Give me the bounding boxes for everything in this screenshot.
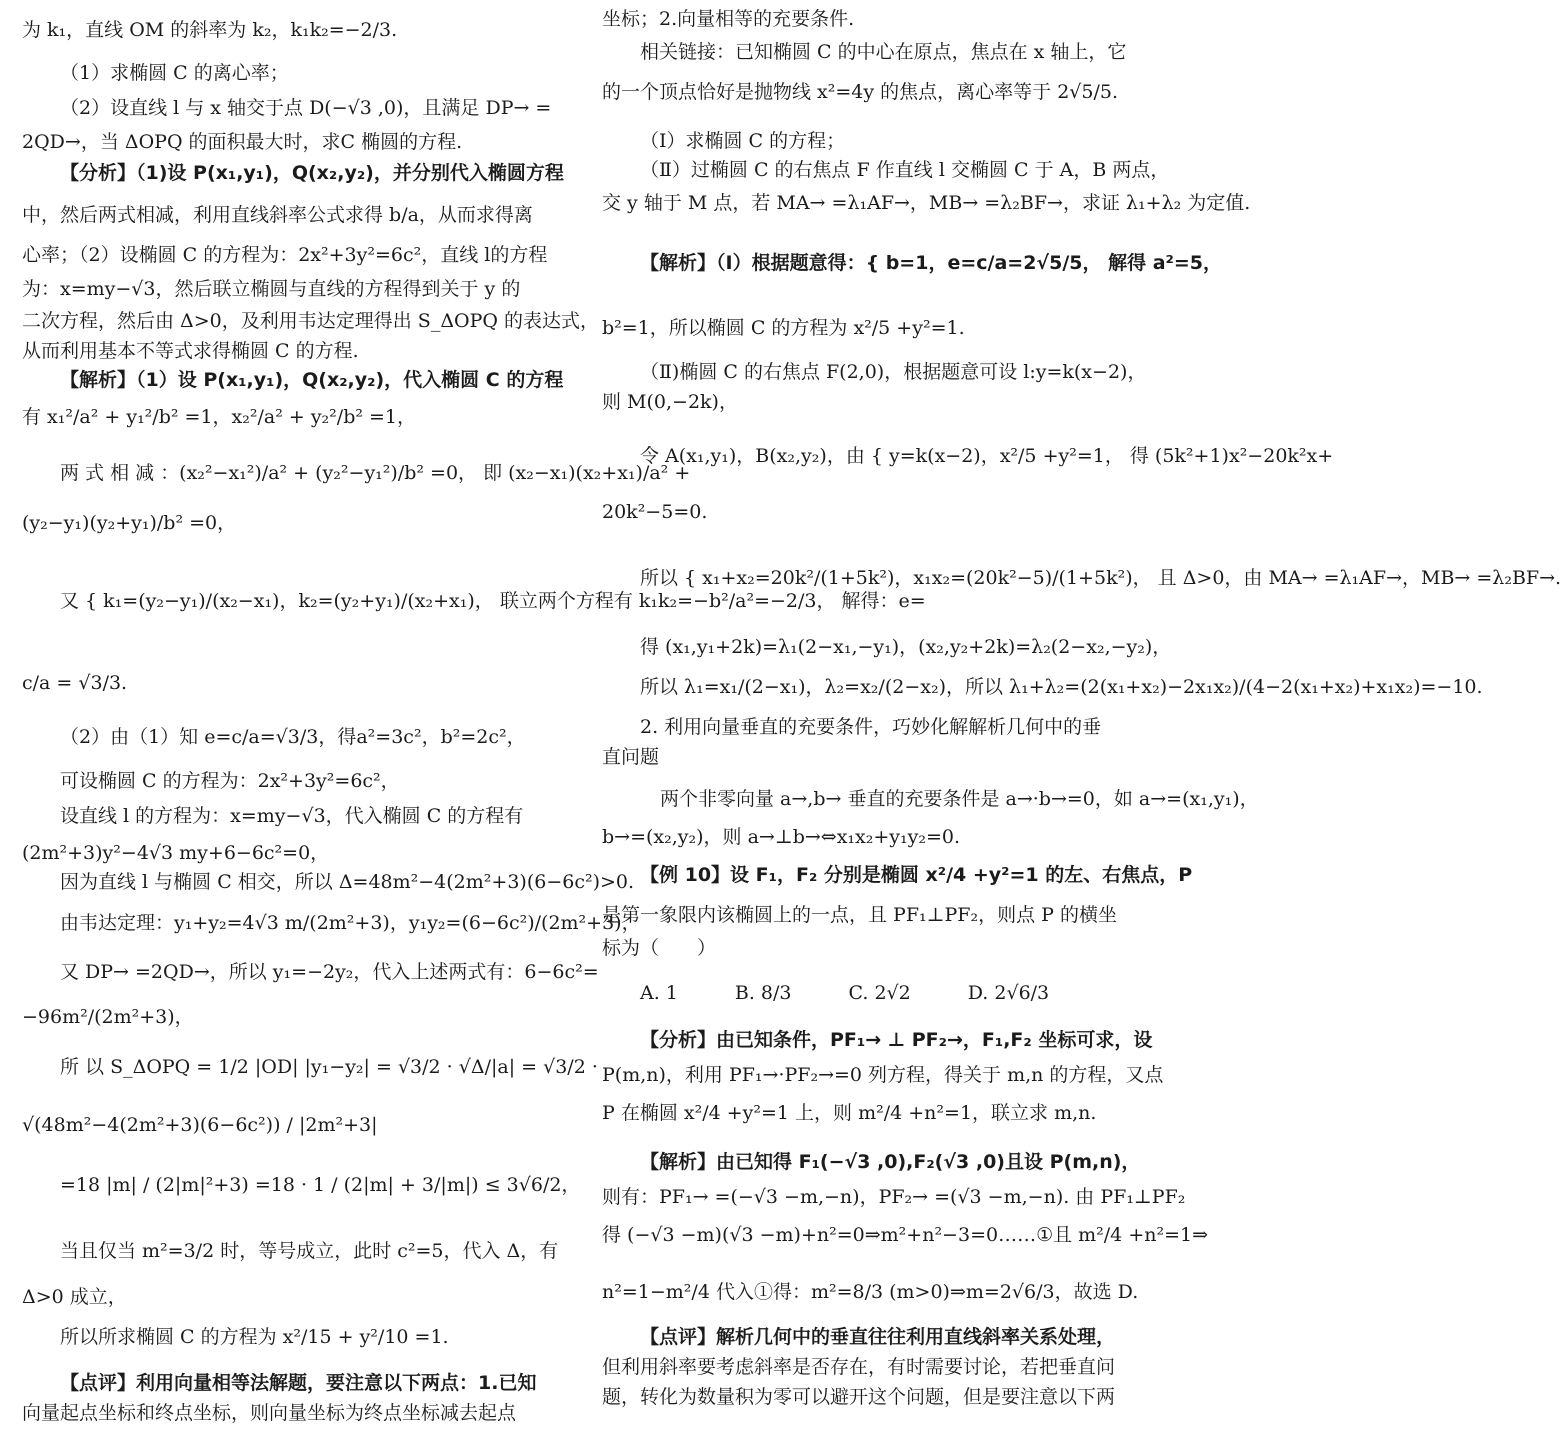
text-line: 设直线 l 的方程为：x=my−√3，代入椭圆 C 的方程有 — [60, 805, 524, 827]
text-line: 因为直线 l 与椭圆 C 相交，所以 Δ=48m²−4(2m²+3)(6−6c²)>0. — [60, 871, 635, 893]
formula-line: 由韦达定理：y₁+y₂=4√3 m/(2m²+3)，y₁y₂=(6−6c²)/(2m²+3)， — [60, 912, 641, 934]
text-line: （Ⅱ)椭圆 C 的右焦点 F(2,0)，根据题意可设 l:y=k(x−2)， — [640, 361, 1147, 383]
formula-line: n²=1−m²/4 代入①得：m²=8/3 (m>0)⇒m=2√6/3，故选 D. — [602, 1281, 1139, 1303]
formula-system: 令 A(x₁,y₁)，B(x₂,y₂)，由 { y=k(x−2)，x²/5 +y²=1， 得 (5k²+1)x²−20k²x+ — [640, 445, 1334, 467]
text-line: 是第一象限内该椭圆上的一点，且 PF₁⊥PF₂，则点 P 的横坐 — [602, 904, 1117, 926]
solution-heading: 【解析】（1）设 P(x₁,y₁)，Q(x₂,y₂)，代入椭圆 C 的方程 — [60, 369, 564, 391]
comment-heading: 【点评】利用向量相等法解题，要注意以下两点：1.已知 — [60, 1372, 537, 1394]
formula-line: 所以 λ₁=x₁/(2−x₁)，λ₂=x₂/(2−x₂)，所以 λ₁+λ₂=(2(x₁+x₂)−2x₁x₂)/(4−2(x₁+x₂)+x₁x₂)=−10. — [640, 676, 1483, 698]
question-2: （2）设直线 l 与 x 轴交于点 D(−√3 ,0)，且满足 DP→ = — [60, 97, 552, 119]
text-line: 二次方程，然后由 Δ>0，及利用韦达定理得出 S_ΔOPQ 的表达式， — [22, 310, 600, 332]
analysis-heading: 【分析】（1)设 P(x₁,y₁)，Q(x₂,y₂)，并分别代入椭圆方程 — [60, 162, 564, 184]
question-1: （1）求椭圆 C 的离心率； — [60, 62, 289, 84]
solution-heading: 【解析】由已知得 F₁(−√3 ,0),F₂(√3 ,0)且设 P(m,n)， — [640, 1151, 1141, 1173]
text-line: P 在椭圆 x²/4 +y²=1 上，则 m²/4 +n²=1，联立求 m,n. — [602, 1102, 1097, 1124]
formula-line: (2m²+3)y²−4√3 my+6−6c²=0， — [22, 842, 330, 864]
text-line: 又 DP→ =2QD→，所以 y₁=−2y₂，代入上述两式有：6−6c²= — [60, 961, 599, 983]
text-line: 2QD→，当 ΔOPQ 的面积最大时，求C 椭圆的方程. — [22, 131, 463, 153]
formula-line: =18 |m| / (2|m|²+3) =18 · 1 / (2|m| + 3/|m|) ≤ 3√6/2， — [60, 1174, 581, 1196]
text-line: 为：x=my−√3，然后联立椭圆与直线的方程得到关于 y 的 — [22, 278, 521, 300]
text-line: b→=(x₂,y₂)，则 a→⊥b→⇔x₁x₂+y₁y₂=0. — [602, 826, 961, 848]
formula-line: b²=1，所以椭圆 C 的方程为 x²/5 +y²=1. — [602, 317, 965, 339]
formula-line: 得 (x₁,y₁+2k)=λ₁(2−x₁,−y₁)，(x₂,y₂+2k)=λ₂(2−x₂,−y₂)， — [640, 636, 1172, 658]
formula-line: 20k²−5=0. — [602, 501, 708, 523]
text-line: 题，转化为数量积为零可以避开这个问题，但是要注意以下两 — [602, 1386, 1116, 1408]
solution-heading: 【解析】（Ⅰ）根据题意得：{ b=1，e=c/a=2√5/5， 解得 a²=5， — [640, 252, 1222, 274]
related-link: 相关链接：已知椭圆 C 的中心在原点，焦点在 x 轴上，它 — [640, 41, 1127, 63]
text-line: 两个非零向量 a→,b→ 垂直的充要条件是 a→·b→=0，如 a→=(x₁,y₁)， — [660, 788, 1259, 810]
text-line: （2）由（1）知 e=c/a=√3/3，得a²=3c²，b²=2c²， — [60, 726, 526, 748]
text-line: 的一个顶点恰好是抛物线 x²=4y 的焦点，离心率等于 2√5/5. — [602, 81, 1119, 103]
formula-system: 所以 { x₁+x₂=20k²/(1+5k²)，x₁x₂=(20k²−5)/(1+5k²)， 且 Δ>0，由 MA→ =λ₁AF→，MB→ =λ₂BF→. — [640, 567, 1561, 589]
text-line: 心率；（2）设椭圆 C 的方程为：2x²+3y²=6c²，直线 l的方程 — [22, 244, 548, 266]
formula-line: √(48m²−4(2m²+3)(6−6c²)) / |2m²+3| — [22, 1114, 378, 1136]
formula-line: −96m²/(2m²+3)， — [22, 1006, 194, 1028]
formula-line: (y₂−y₁)(y₂+y₁)/b² =0， — [22, 512, 237, 534]
text-line: 但利用斜率要考虑斜率是否存在，有时需要讨论，若把垂直问 — [602, 1356, 1116, 1378]
text-line: 则 M(0,−2k)， — [602, 391, 738, 413]
formula-line: 两 式 相 减 ：(x₂²−x₁²)/a² + (y₂²−y₁²)/b² =0， 即 (x₂−x₁)(x₂+x₁)/a² + — [60, 462, 691, 484]
text-line: 可设椭圆 C 的方程为：2x²+3y²=6c²， — [60, 770, 400, 792]
formula-line: 所 以 S_ΔOPQ = 1/2 |OD| |y₁−y₂| = √3/2 · √Δ/|a| = √3/2 · — [60, 1056, 598, 1078]
text-line: Δ>0 成立， — [22, 1286, 127, 1308]
answer-options: A. 1 B. 8/3 C. 2√2 D. 2√6/3 — [640, 982, 1050, 1004]
formula-line: 得 (−√3 −m)(√3 −m)+n²=0⇒m²+n²−3=0……①且 m²/4 +n²=1⇒ — [602, 1224, 1209, 1246]
formula-system: 又 { k₁=(y₂−y₁)/(x₂−x₁)，k₂=(y₂+y₁)/(x₂+x₁)， 联立两个方程有 k₁k₂=−b²/a²=−2/3， 解得：e= — [60, 590, 926, 612]
text-line: 当且仅当 m²=3/2 时，等号成立，此时 c²=5，代入 Δ，有 — [60, 1240, 559, 1262]
text-line: 交 y 轴于 M 点，若 MA→ =λ₁AF→，MB→ =λ₂BF→，求证 λ₁+λ₂ 为定值. — [602, 192, 1251, 214]
formula-line: c/a = √3/3. — [22, 672, 128, 694]
text-line: 直问题 — [602, 746, 660, 768]
question-i: （Ⅰ）求椭圆 C 的方程； — [640, 130, 846, 152]
text-line: 中，然后两式相减，利用直线斜率公式求得 b/a，从而求得离 — [22, 204, 533, 226]
text-line: 为 k₁，直线 OM 的斜率为 k₂，k₁k₂=−2/3. — [22, 19, 398, 41]
example-heading: 【例 10】设 F₁，F₂ 分别是椭圆 x²/4 +y²=1 的左、右焦点，P — [640, 864, 1193, 886]
text-line: 从而利用基本不等式求得椭圆 C 的方程. — [22, 340, 359, 362]
formula-line: 所以所求椭圆 C 的方程为 x²/15 + y²/10 =1. — [60, 1326, 449, 1348]
text-line: 标为（ ） — [602, 937, 717, 959]
analysis-heading: 【分析】由已知条件，PF₁→ ⊥ PF₂→，F₁,F₂ 坐标可求，设 — [640, 1029, 1153, 1051]
formula-line: 有 x₁²/a² + y₁²/b² =1，x₂²/a² + y₂²/b² =1， — [22, 406, 417, 428]
comment-heading: 【点评】解析几何中的垂直往往利用直线斜率关系处理， — [640, 1326, 1116, 1348]
text-line: 向量起点坐标和终点坐标，则向量坐标为终点坐标减去起点 — [22, 1402, 517, 1424]
text-line: P(m,n)，利用 PF₁→·PF₂→=0 列方程，得关于 m,n 的方程，又点 — [602, 1064, 1164, 1086]
text-line: 坐标；2.向量相等的充要条件. — [602, 8, 855, 30]
section-heading: 2. 利用向量垂直的充要条件，巧妙化解解析几何中的垂 — [640, 716, 1102, 738]
question-ii: （Ⅱ）过椭圆 C 的右焦点 F 作直线 l 交椭圆 C 于 A，B 两点， — [640, 159, 1170, 181]
formula-line: 则有：PF₁→ =(−√3 −m,−n)，PF₂→ =(√3 −m,−n). 由 PF₁⊥PF₂ — [602, 1186, 1186, 1208]
